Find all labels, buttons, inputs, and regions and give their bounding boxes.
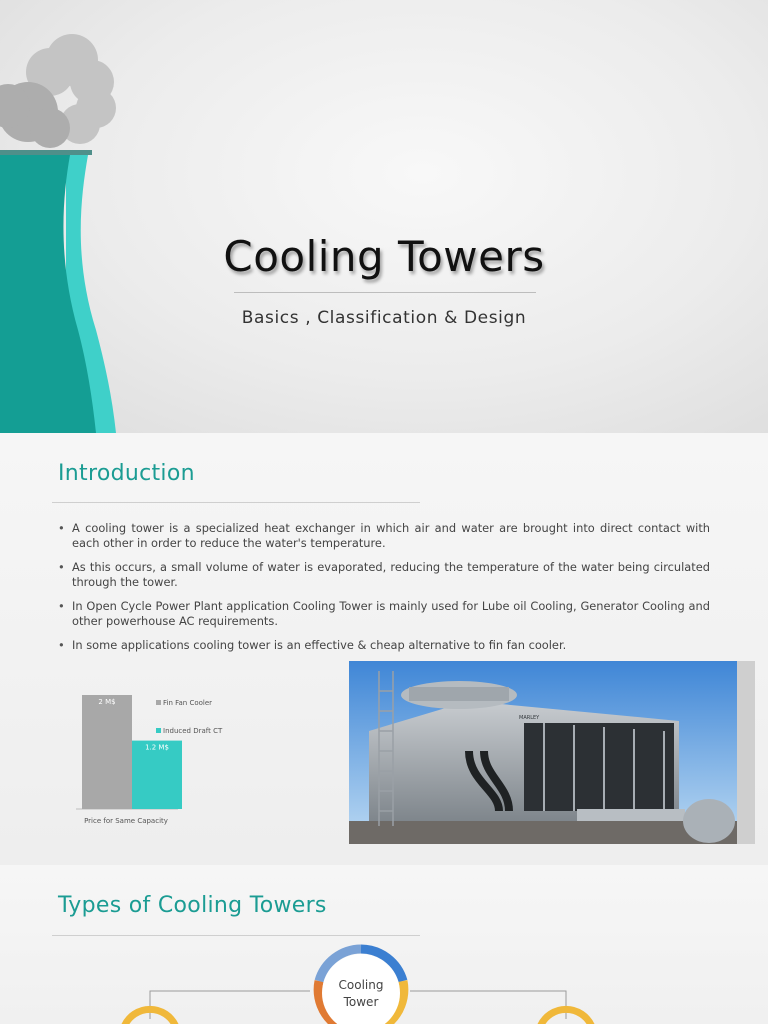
bullet-item: • In Open Cycle Power Plant application Cooling Tower is mainly used for Lube oil Cooling, Generator Cooling and other powerhouse AC requirements. bbox=[58, 599, 710, 629]
types-slide bbox=[0, 865, 768, 1024]
cooling-tower-illustration bbox=[0, 0, 130, 433]
legend-swatch-1 bbox=[156, 700, 161, 705]
bullet-item: • A cooling tower is a specialized heat exchanger in which air and water are brought into direct contact with each other in order to reduce the water's temperature. bbox=[58, 521, 710, 551]
center-node-label-line2: Tower bbox=[343, 995, 379, 1009]
price-comparison-chart bbox=[60, 695, 260, 835]
introduction-heading: Introduction bbox=[58, 461, 195, 486]
legend-label-1: Fin Fan Cooler bbox=[163, 699, 213, 707]
legend-swatch-2 bbox=[156, 728, 161, 733]
introduction-bullet-list bbox=[58, 521, 710, 662]
heading-divider bbox=[52, 502, 420, 503]
bullet-item: • As this occurs, a small volume of water is evaporated, reducing the temperature of the water being circulated through the tower. bbox=[58, 560, 710, 590]
chart-x-axis-label: Price for Same Capacity bbox=[84, 817, 168, 825]
chart-data-label-2: 1.2 M$ bbox=[145, 743, 169, 752]
title-divider bbox=[234, 292, 536, 293]
legend-label-2: Induced Draft CT bbox=[163, 727, 223, 735]
title-slide bbox=[0, 0, 768, 433]
center-node-label-line1: Cooling bbox=[338, 978, 384, 992]
chart-data-label-1: 2 M$ bbox=[98, 698, 116, 706]
photo-brand-label: MARLEY bbox=[519, 715, 540, 721]
presentation-title: Cooling Towers bbox=[223, 232, 545, 281]
types-diagram bbox=[0, 865, 768, 1024]
types-heading: Types of Cooling Towers bbox=[58, 893, 327, 918]
bullet-item: • In some applications cooling tower is an effective & cheap alternative to fin fan cooler. bbox=[58, 638, 710, 653]
chart-bar-1 bbox=[82, 695, 132, 809]
presentation-subtitle: Basics , Classification & Design bbox=[241, 308, 527, 328]
steam-cloud-icon bbox=[0, 34, 116, 148]
introduction-slide bbox=[0, 433, 768, 865]
cooling-tower-photo bbox=[349, 661, 755, 844]
